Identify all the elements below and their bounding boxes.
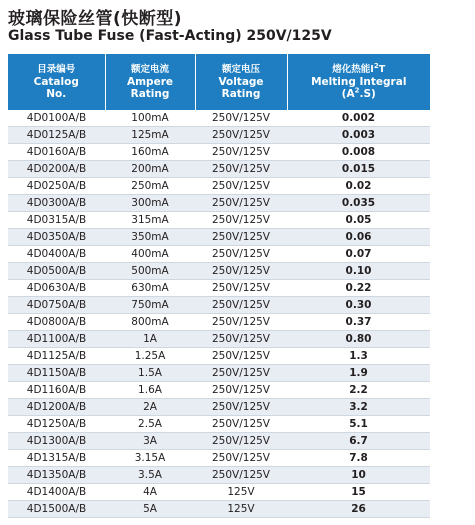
voltage-cell: 250V/125V	[195, 246, 287, 263]
table-row	[8, 297, 430, 314]
melting-cell: 0.30	[287, 297, 430, 314]
melting-cell: 15	[287, 484, 430, 501]
table-row	[8, 178, 430, 195]
voltage-cell: 250V/125V	[195, 331, 287, 348]
page-title-chinese: 玻璃保险丝管(快断型)	[8, 9, 183, 29]
catalog-cell: 4D1125A/B	[8, 348, 105, 365]
ampere-cell: 300mA	[105, 195, 195, 212]
melting-cell: 0.10	[287, 263, 430, 280]
catalog-cell: 4D0250A/B	[8, 178, 105, 195]
voltage-cell: 250V/125V	[195, 229, 287, 246]
ampere-cell: 5A	[105, 501, 195, 518]
table-row	[8, 433, 430, 450]
table-header-row	[8, 54, 430, 110]
melting-cell: 0.22	[287, 280, 430, 297]
ampere-cell: 2.5A	[105, 416, 195, 433]
header-voltage	[195, 54, 287, 110]
melting-cell: 1.9	[287, 365, 430, 382]
table-row	[8, 382, 430, 399]
melting-cell: 0.80	[287, 331, 430, 348]
header-voltage-en-1: Voltage	[218, 76, 264, 88]
header-melting-cn-pre: 熔化热能I	[332, 64, 374, 75]
melting-cell: 5.1	[287, 416, 430, 433]
melting-cell: 10	[287, 467, 430, 484]
header-melting-en-2-pre: (A	[341, 88, 355, 100]
table-row	[8, 246, 430, 263]
catalog-cell: 4D1200A/B	[8, 399, 105, 416]
voltage-cell: 250V/125V	[195, 280, 287, 297]
catalog-cell: 4D0750A/B	[8, 297, 105, 314]
voltage-cell: 250V/125V	[195, 314, 287, 331]
catalog-cell: 4D0300A/B	[8, 195, 105, 212]
voltage-cell: 125V	[195, 484, 287, 501]
voltage-cell: 250V/125V	[195, 263, 287, 280]
table-row	[8, 348, 430, 365]
header-catalog-en-2: No.	[46, 88, 67, 100]
ampere-cell: 400mA	[105, 246, 195, 263]
table-row	[8, 399, 430, 416]
ampere-cell: 1.25A	[105, 348, 195, 365]
table-row	[8, 416, 430, 433]
header-catalog	[8, 54, 105, 110]
voltage-cell: 250V/125V	[195, 110, 287, 127]
table-row	[8, 331, 430, 348]
header-melting	[287, 54, 430, 110]
voltage-cell: 250V/125V	[195, 450, 287, 467]
voltage-cell: 250V/125V	[195, 144, 287, 161]
melting-cell: 0.06	[287, 229, 430, 246]
melting-cell: 3.2	[287, 399, 430, 416]
table-body	[8, 110, 430, 518]
ampere-cell: 500mA	[105, 263, 195, 280]
ampere-cell: 750mA	[105, 297, 195, 314]
ampere-cell: 2A	[105, 399, 195, 416]
voltage-cell: 250V/125V	[195, 467, 287, 484]
ampere-cell: 100mA	[105, 110, 195, 127]
melting-cell: 6.7	[287, 433, 430, 450]
melting-cell: 0.05	[287, 212, 430, 229]
catalog-cell: 4D0630A/B	[8, 280, 105, 297]
ampere-cell: 200mA	[105, 161, 195, 178]
header-melting-cn-post: T	[378, 64, 386, 75]
catalog-cell: 4D1100A/B	[8, 331, 105, 348]
melting-cell: 0.015	[287, 161, 430, 178]
catalog-cell: 4D0400A/B	[8, 246, 105, 263]
melting-cell: 0.003	[287, 127, 430, 144]
melting-cell: 0.002	[287, 110, 430, 127]
header-melting-en-2-post: .S)	[359, 88, 376, 100]
voltage-cell: 250V/125V	[195, 382, 287, 399]
catalog-cell: 4D0315A/B	[8, 212, 105, 229]
voltage-cell: 250V/125V	[195, 399, 287, 416]
voltage-cell: 250V/125V	[195, 178, 287, 195]
catalog-cell: 4D1315A/B	[8, 450, 105, 467]
voltage-cell: 250V/125V	[195, 433, 287, 450]
table-row	[8, 280, 430, 297]
voltage-cell: 250V/125V	[195, 416, 287, 433]
table-row	[8, 314, 430, 331]
header-catalog-en-1: Catalog	[33, 76, 79, 88]
catalog-cell: 4D1500A/B	[8, 501, 105, 518]
ampere-cell: 1.5A	[105, 365, 195, 382]
ampere-cell: 250mA	[105, 178, 195, 195]
catalog-cell: 4D0100A/B	[8, 110, 105, 127]
voltage-cell: 125V	[195, 501, 287, 518]
melting-cell: 0.07	[287, 246, 430, 263]
catalog-cell: 4D0125A/B	[8, 127, 105, 144]
table-row	[8, 263, 430, 280]
catalog-cell: 4D0500A/B	[8, 263, 105, 280]
ampere-cell: 1A	[105, 331, 195, 348]
table-row	[8, 484, 430, 501]
ampere-cell: 350mA	[105, 229, 195, 246]
table-row	[8, 501, 430, 518]
fuse-spec-table	[8, 54, 430, 518]
table-row	[8, 144, 430, 161]
header-melting-en-2-sup: 2	[354, 86, 360, 95]
header-melting-cn-sup: 2	[373, 61, 379, 70]
melting-cell: 26	[287, 501, 430, 518]
catalog-cell: 4D0200A/B	[8, 161, 105, 178]
catalog-cell: 4D1250A/B	[8, 416, 105, 433]
header-ampere-cn: 额定电流	[130, 64, 169, 75]
ampere-cell: 1.6A	[105, 382, 195, 399]
table-row	[8, 467, 430, 484]
melting-cell: 0.37	[287, 314, 430, 331]
ampere-cell: 160mA	[105, 144, 195, 161]
header-ampere	[105, 54, 195, 110]
header-ampere-en-1: Ampere	[126, 76, 173, 88]
table-row	[8, 229, 430, 246]
voltage-cell: 250V/125V	[195, 127, 287, 144]
header-melting-en-2	[288, 88, 431, 100]
voltage-cell: 250V/125V	[195, 161, 287, 178]
ampere-cell: 125mA	[105, 127, 195, 144]
header-catalog-cn: 目录编号	[37, 64, 76, 75]
catalog-cell: 4D1300A/B	[8, 433, 105, 450]
catalog-cell: 4D1150A/B	[8, 365, 105, 382]
voltage-cell: 250V/125V	[195, 195, 287, 212]
melting-cell: 0.02	[287, 178, 430, 195]
ampere-cell: 3A	[105, 433, 195, 450]
voltage-cell: 250V/125V	[195, 212, 287, 229]
catalog-cell: 4D0350A/B	[8, 229, 105, 246]
table-row	[8, 161, 430, 178]
catalog-cell: 4D0160A/B	[8, 144, 105, 161]
header-melting-en-1: Melting Integral	[311, 76, 407, 88]
melting-cell: 1.3	[287, 348, 430, 365]
ampere-cell: 315mA	[105, 212, 195, 229]
ampere-cell: 4A	[105, 484, 195, 501]
table-row	[8, 195, 430, 212]
melting-cell: 0.008	[287, 144, 430, 161]
ampere-cell: 800mA	[105, 314, 195, 331]
voltage-cell: 250V/125V	[195, 348, 287, 365]
voltage-cell: 250V/125V	[195, 297, 287, 314]
header-melting-cn	[288, 61, 431, 76]
page-title-english: Glass Tube Fuse (Fast-Acting) 250V/125V	[8, 28, 332, 44]
table-row	[8, 127, 430, 144]
table-row	[8, 365, 430, 382]
catalog-cell: 4D1400A/B	[8, 484, 105, 501]
ampere-cell: 3.5A	[105, 467, 195, 484]
voltage-cell: 250V/125V	[195, 365, 287, 382]
table-row	[8, 110, 430, 127]
table-row	[8, 212, 430, 229]
header-voltage-en-2: Rating	[221, 88, 261, 100]
catalog-cell: 4D1160A/B	[8, 382, 105, 399]
header-voltage-cn: 额定电压	[221, 64, 260, 75]
ampere-cell: 3.15A	[105, 450, 195, 467]
header-ampere-en-2: Rating	[130, 88, 170, 100]
melting-cell: 7.8	[287, 450, 430, 467]
catalog-cell: 4D0800A/B	[8, 314, 105, 331]
melting-cell: 0.035	[287, 195, 430, 212]
ampere-cell: 630mA	[105, 280, 195, 297]
melting-cell: 2.2	[287, 382, 430, 399]
table-row	[8, 450, 430, 467]
catalog-cell: 4D1350A/B	[8, 467, 105, 484]
